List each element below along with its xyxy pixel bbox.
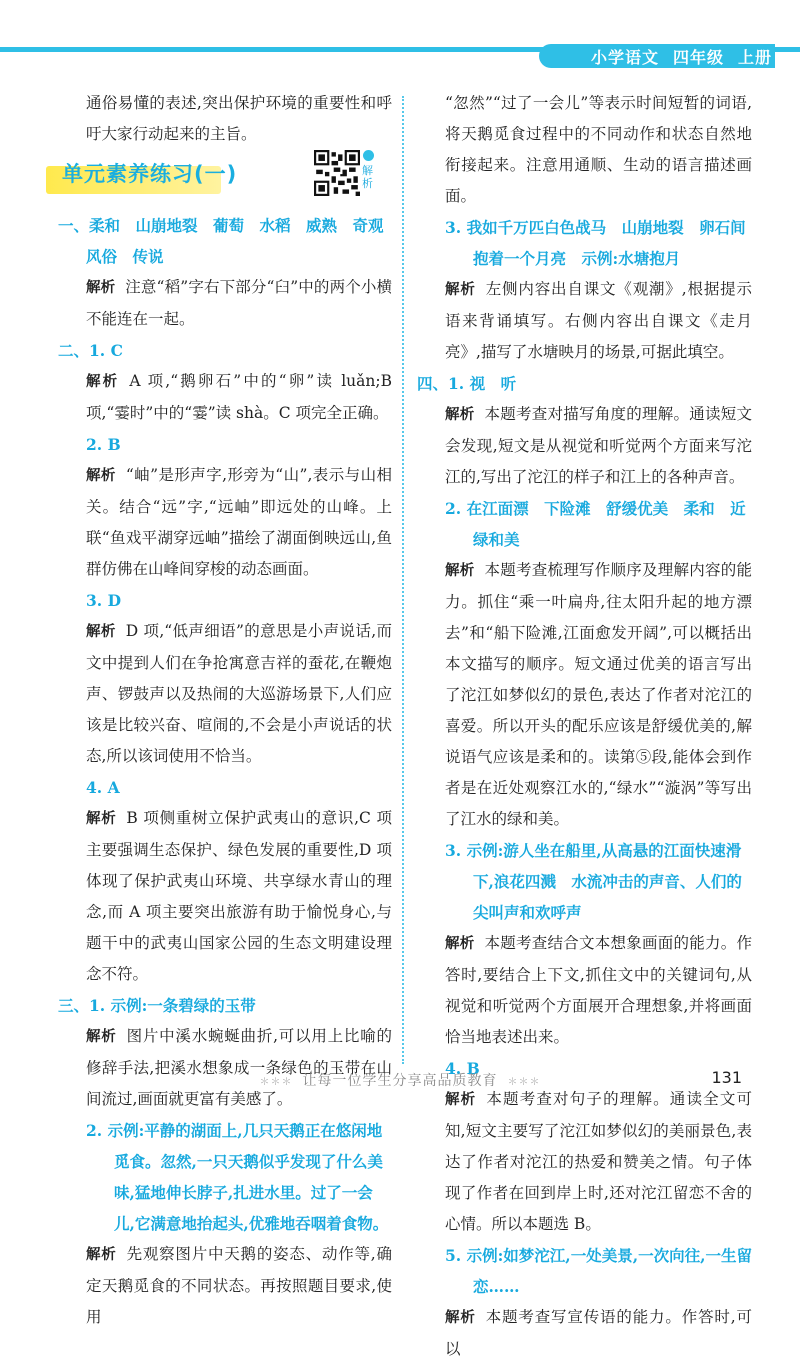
q4-2-answer: 2. 在江面漂 下险滩 舒缓优美 柔和 近 绿和美 <box>445 499 762 549</box>
footer-stars-left: ＊＊＊ <box>259 1077 293 1088</box>
q2-4-answer: 4. A <box>86 778 120 797</box>
page-footer <box>0 1070 800 1090</box>
q2-1-answer: 二、1. C <box>58 341 123 360</box>
page-header <box>0 0 800 67</box>
q4-1-answer: 四、1. 视 听 <box>417 374 517 393</box>
q4-1-explanation: 解析 本题考查对描写角度的理解。通读短文会发现,短文是从视觉和听觉两个方面来写沱江的,写出了沱江的样子和江上的各种声音。 <box>445 405 752 486</box>
q3-3-explanation: 解析 左侧内容出自课文《观潮》,根据提示语来背诵填写。右侧内容出自课文《走月亮》,描写了水塘映月的场景,可据此填空。 <box>445 280 753 361</box>
q3-2-explanation-continued: “忽然”“过了一会儿”等表示时间短暂的词语,将天鹅觅食过程中的不同动作和状态自然地衔接起来。注意用通顺、生动的语言描述画面。 <box>445 94 752 205</box>
page-number: 131 <box>711 1068 742 1087</box>
jiexi-label: 解析 <box>86 280 116 296</box>
section-title: 单元素养练习(一) <box>62 162 238 186</box>
q2-1-explanation: 解析 A 项,“鹅卵石”中的“卵”读 luǎn;B 项,“霎时”中的“霎”读 shà。C 项完全正确。 <box>86 372 393 422</box>
q3-3-answer: 3. 我如千万匹白色战马 山崩地裂 卵石间抱着一个月亮 示例:水塘抱月 <box>445 218 746 268</box>
q3-2-answer: 2. 示例:平静的湖面上,几只天鹅正在悠闲地觅食。忽然,一只天鹅似乎发现了什么美味,猛地伸长脖子,扎进水里。过了一会儿,它满意地抬起头,优雅地吞咽着食物。 <box>86 1121 389 1233</box>
grade-label: 四年级 <box>672 48 724 67</box>
volume-label: 上册 <box>737 48 772 67</box>
q4-3-explanation: 解析 本题考查结合文本想象画面的能力。作答时,要结合上下文,抓住文中的关键词句,从视觉和听觉两个方面展开合理想象,并将画面恰当地表述出来。 <box>445 934 752 1046</box>
q3-1-explanation: 解析 图片中溪水蜿蜒曲折,可以用上比喻的修辞手法,把溪水想象成一条绿色的玉带在山间流过,画面就更富有美感了。 <box>86 1027 392 1108</box>
column-divider <box>402 96 404 1064</box>
q4-5-answer: 5. 示例:如梦沱江,一处美景,一次向往,一生留恋…… <box>445 1246 752 1296</box>
q2-4-explanation: 解析 B 项侧重树立保护武夷山的意识,C 项主要强调生态保护、绿色发展的重要性,D 项体现了保护武夷山环境、共享绿水青山的理念,而 A 项主要突出旅游有助于愉悦身心,与题干中的武夷山国家公园的生态文明建设理念不符。 <box>86 809 392 983</box>
subject-label: 小学语文 <box>590 48 659 67</box>
qr-code-icon[interactable] <box>314 150 360 196</box>
right-column <box>417 88 762 1365</box>
footer-stars-right: ＊＊＊ <box>507 1077 541 1088</box>
footer-slogan: 让每一位学生分享高品质教育 <box>302 1073 498 1089</box>
q3-2-explanation: 解析 先观察图片中天鹅的姿态、动作等,确定天鹅觅食的不同状态。再按照题目要求,使用 <box>86 1245 392 1326</box>
intro-text: 通俗易懂的表述,突出保护环境的重要性和呼吁大家行动起来的主旨。 <box>86 94 392 143</box>
q2-2-answer: 2. B <box>86 435 121 454</box>
q4-5-explanation: 解析 本题考查写宣传语的能力。作答时,可以 <box>445 1308 753 1358</box>
q4-4-explanation: 解析 本题考查对句子的理解。通读全文可知,短文主要写了沱江如梦似幻的美丽景色,表达了作者对沱江的热爱和赞美之情。句子体现了作者在回到岸上时,还对沱江留恋不舍的心情。所以本题选 B。 <box>445 1090 752 1233</box>
q3-1-answer: 三、1. 示例:一条碧绿的玉带 <box>58 996 256 1015</box>
q2-3-answer: 3. D <box>86 591 122 610</box>
book-title <box>577 46 772 70</box>
q2-2-explanation: 解析 “岫”是形声字,形旁为“山”,表示与山相关。结合“远”字,“远岫”即远处的山峰。上联“鱼戏平湖穿远岫”描绘了湖面倒映远山,鱼群仿佛在山峰间穿梭的动态画面。 <box>86 466 392 578</box>
q1-answer: 一、柔和 山崩地裂 葡萄 水稻 威熟 奇观 风俗 传说 <box>58 216 400 266</box>
play-dot-icon <box>363 150 374 161</box>
q4-3-answer: 3. 示例:游人坐在船里,从高悬的江面快速滑下,浪花四溅 水流冲击的声音、人们的尖叫声和欢呼声 <box>445 841 742 922</box>
q2-3-explanation: 解析 D 项,“低声细语”的意思是小声说话,而文中提到人们在争抢寓意吉祥的蚕花,在鞭炮声、锣鼓声以及热闹的大巡游场景下,人们应该是比较兴奋、喧闹的,不会是小声说话的状态,所以该词使用不恰当。 <box>86 622 392 765</box>
q1-explanation: 解析 注意“稻”字右下部分“臼”中的两个小横不能连在一起。 <box>86 278 392 328</box>
qr-label: 解析 <box>362 164 373 190</box>
q4-4-answer: 4. B <box>445 1059 480 1078</box>
q4-2-explanation: 解析 本题考查梳理写作顺序及理解内容的能力。抓住“乘一叶扁舟,往太阳升起的地方漂去”和“船下险滩,江面愈发开阔”,可以概括出本文描写的顺序。短文通过优美的语言写出了沱江如梦似幻的景色,表达了作者对沱江的喜爱。所以开头的配乐应该是舒缓优美的,解说语气应该是柔和的。读第⑤段,能体会到作者是在近处观察江水的,“绿水”“漩涡”等写出了江水的绿和美。 <box>445 561 752 828</box>
section-header <box>46 156 392 206</box>
